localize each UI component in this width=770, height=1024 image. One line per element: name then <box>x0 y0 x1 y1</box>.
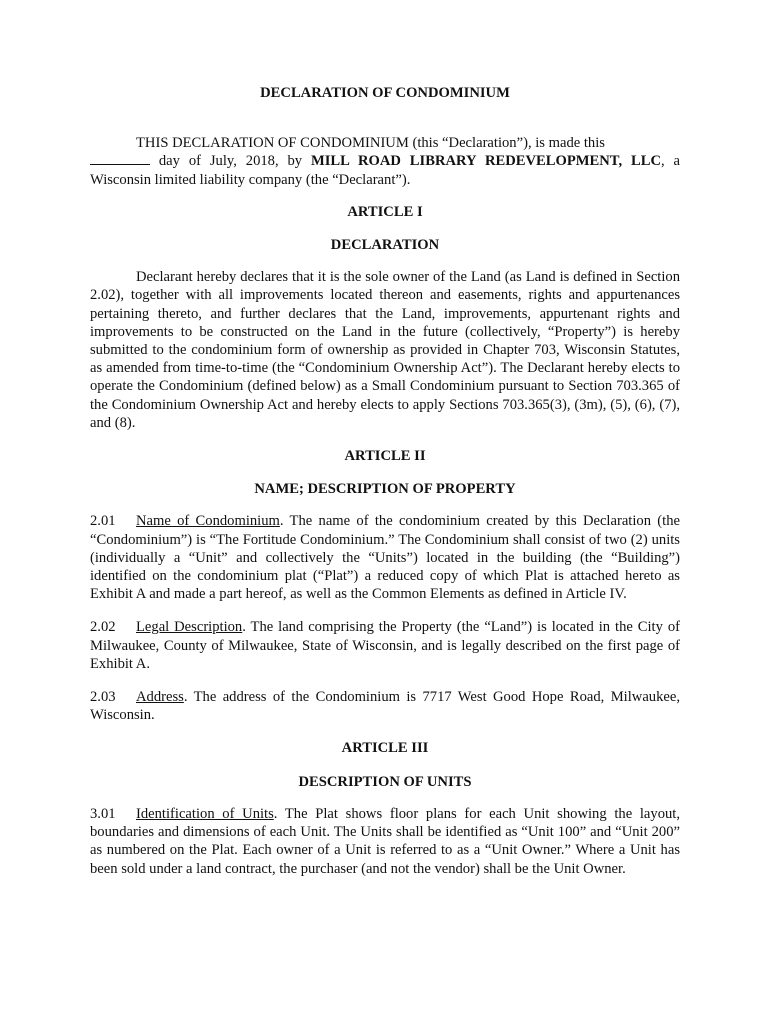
section-title: Name of Condominium <box>136 513 280 530</box>
document-title: DECLARATION OF CONDOMINIUM <box>260 85 510 101</box>
article-1-heading: ARTICLE I <box>347 203 423 220</box>
section-title: Legal Description <box>136 619 243 636</box>
section-title: Address <box>136 689 184 706</box>
section-number: 2.02 <box>90 619 116 636</box>
section-number: 3.01 <box>90 805 116 822</box>
article-2-heading: ARTICLE II <box>344 448 426 465</box>
section-text: . The name of the condominium created by this Declaration (the “Condominium”) is “The Fortitude Condominium.” The Condominium shall consist of two (2) units (individually a “Unit” and collectively the “Units”) located in the building (the “Building”) identified on the condominium plat (“Plat”) a reduced copy of which Plat is attached hereto as Exhibit A and made a part hereof, as well as the Common Elements as defined in Article IV. <box>90 513 680 603</box>
section-text: . The land comprising the Property (the “Land”) is located in the City of Milwaukee, County of Milwaukee, State of Wisconsin, and is legally described on the first page of Exhibit A. <box>90 619 680 672</box>
section-2-01 <box>90 512 680 603</box>
intro-text-1: THIS DECLARATION OF CONDOMINIUM (this “Declaration”), is made this <box>136 135 605 152</box>
date-blank-line <box>90 152 150 165</box>
article-2-name: NAME; DESCRIPTION OF PROPERTY <box>254 481 516 498</box>
article-3-name: DESCRIPTION OF UNITS <box>298 773 472 790</box>
article-1-body: Declarant hereby declares that it is the sole owner of the Land (as Land is defined in Section 2.02), together with all improvements located thereon and easements, rights and appurtenances pertaining thereto, and further declares that the Land, improvements, appurtenant rights and improvements to be constructed on the Land in the future (collectively, “Property”) is hereby submitted to the condominium form of ownership as provided in Chapter 703, Wisconsin Statutes, as amended from time-to-time (the “Condominium Ownership Act”). The Declarant hereby elects to operate the Condominium (defined below) as a Small Condominium pursuant to Section 703.365 of the Condominium Ownership Act and hereby elects to apply Sections 703.365(3), (3m), (5), (6), (7), and (8). <box>90 269 680 431</box>
intro-text-3: , a Wisconsin limited liability company (the “Declarant”). <box>90 153 681 188</box>
declarant-name: MILL ROAD LIBRARY REDEVELOPMENT, LLC <box>310 153 661 170</box>
article-1-name: DECLARATION <box>330 237 440 254</box>
section-2-03 <box>90 688 680 724</box>
section-number: 2.03 <box>90 689 116 706</box>
article-3-heading: ARTICLE III <box>341 740 429 757</box>
document-page <box>90 84 680 893</box>
intro-text-2: day of July, 2018, by <box>150 153 311 170</box>
section-title: Identification of Units <box>136 805 274 822</box>
section-number: 2.01 <box>90 513 116 530</box>
section-text: . The address of the Condominium is 7717 West Good Hope Road, Milwaukee, Wisconsin. <box>90 689 680 724</box>
section-3-01 <box>90 805 680 878</box>
intro-paragraph <box>90 134 680 189</box>
section-text: . The Plat shows floor plans for each Unit showing the layout, boundaries and dimensions of each Unit. The Units shall be identified as “Unit 100” and “Unit 200” as numbered on the Plat. Each owner of a Unit is referred to as a “Unit Owner.” Where a Unit has been sold under a land contract, the purchaser (and not the vendor) shall be the Unit Owner. <box>90 805 680 877</box>
section-2-02 <box>90 618 680 673</box>
